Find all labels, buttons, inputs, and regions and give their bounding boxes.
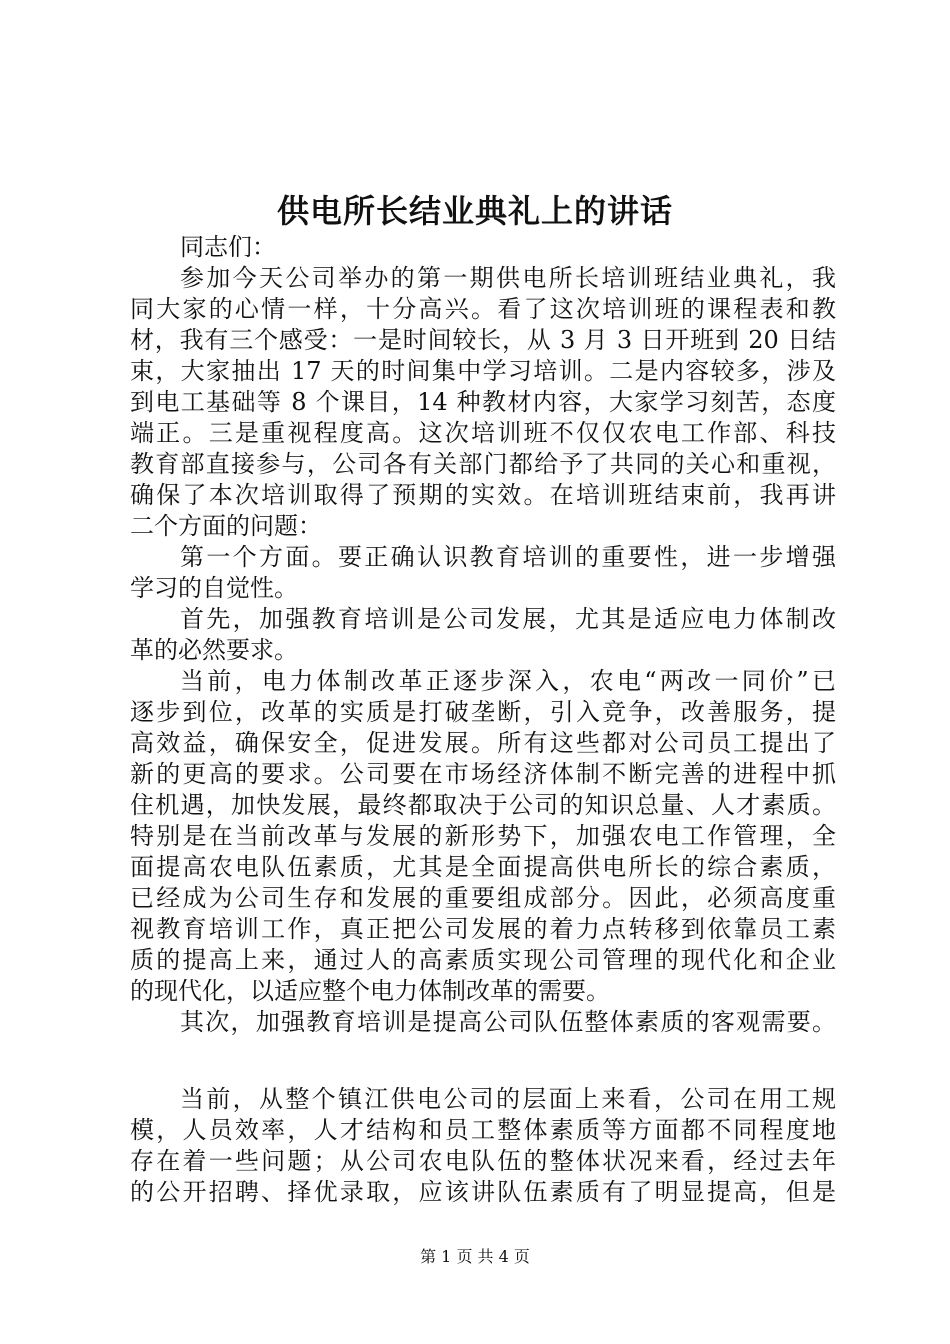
body-line: 学习的自觉性。 [130, 574, 298, 602]
document-title: 供电所长结业典礼上的讲话 [276, 192, 673, 230]
body-line: 的现代化，以适应整个电力体制改革的需要。 [130, 977, 610, 1005]
body-line: 当前，从整个镇江供电公司的层面上来看，公司在用工规 [180, 1085, 836, 1113]
body-line: 端正。三是重视程度高。这次培训班不仅仅农电工作部、科技 [130, 419, 836, 447]
body-line: 住机遇，加快发展，最终都取决于公司的知识总量、人才素质。 [130, 791, 836, 819]
body-line: 视教育培训工作，真正把公司发展的着力点转移到依靠员工素 [130, 915, 836, 943]
paragraph-gap [130, 1038, 836, 1084]
body-line: 当前，电力体制改革正逐步深入，农电“两改一同价”已 [180, 667, 836, 695]
body-line: 材，我有三个感受：一是时间较长，从 3 月 3 日开班到 20 日结 [130, 326, 836, 354]
body-line: 第一个方面。要正确认识教育培训的重要性，进一步增强 [180, 543, 836, 571]
body-line: 教育部直接参与，公司各有关部门都给予了共同的关心和重视， [130, 450, 836, 478]
body-line: 同大家的心情一样，十分高兴。看了这次培训班的课程表和教 [130, 295, 836, 323]
body-line: 二个方面的问题： [130, 512, 322, 540]
body-line: 其次，加强教育培训是提高公司队伍整体素质的客观需要。 [180, 1008, 836, 1036]
body-line: 到电工基础等 8 个课目，14 种教材内容，大家学习刻苦，态度 [130, 388, 836, 416]
body-line: 的公开招聘、择优录取，应该讲队伍素质有了明显提高，但是 [130, 1178, 836, 1206]
document-body [130, 232, 836, 1208]
body-line: 确保了本次培训取得了预期的实效。在培训班结束前，我再讲 [130, 481, 836, 509]
body-line: 参加今天公司举办的第一期供电所长培训班结业典礼，我 [180, 264, 836, 292]
body-line: 新的更高的要求。公司要在市场经济体制不断完善的进程中抓 [130, 760, 836, 788]
body-line: 革的必然要求。 [130, 636, 298, 664]
body-line: 束，大家抽出 17 天的时间集中学习培训。二是内容较多，涉及 [130, 357, 836, 385]
page-footer: 第 1 页 共 4 页 [420, 1247, 530, 1266]
body-line: 质的提高上来，通过人的高素质实现公司管理的现代化和企业 [130, 946, 836, 974]
body-line: 首先，加强教育培训是公司发展，尤其是适应电力体制改 [180, 605, 836, 633]
body-line: 已经成为公司生存和发展的重要组成部分。因此，必须高度重 [130, 884, 836, 912]
body-line: 模，人员效率，人才结构和员工整体素质等方面都不同程度地 [130, 1116, 836, 1144]
body-line: 面提高农电队伍素质，尤其是全面提高供电所长的综合素质， [130, 853, 836, 881]
body-line: 存在着一些问题；从公司农电队伍的整体状况来看，经过去年 [130, 1147, 836, 1175]
body-line: 特别是在当前改革与发展的新形势下，加强农电工作管理，全 [130, 822, 836, 850]
body-line: 高效益，确保安全，促进发展。所有这些都对公司员工提出了 [130, 729, 836, 757]
salutation: 同志们： [180, 233, 276, 261]
body-line: 逐步到位，改革的实质是打破垄断，引入竞争，改善服务，提 [130, 698, 836, 726]
